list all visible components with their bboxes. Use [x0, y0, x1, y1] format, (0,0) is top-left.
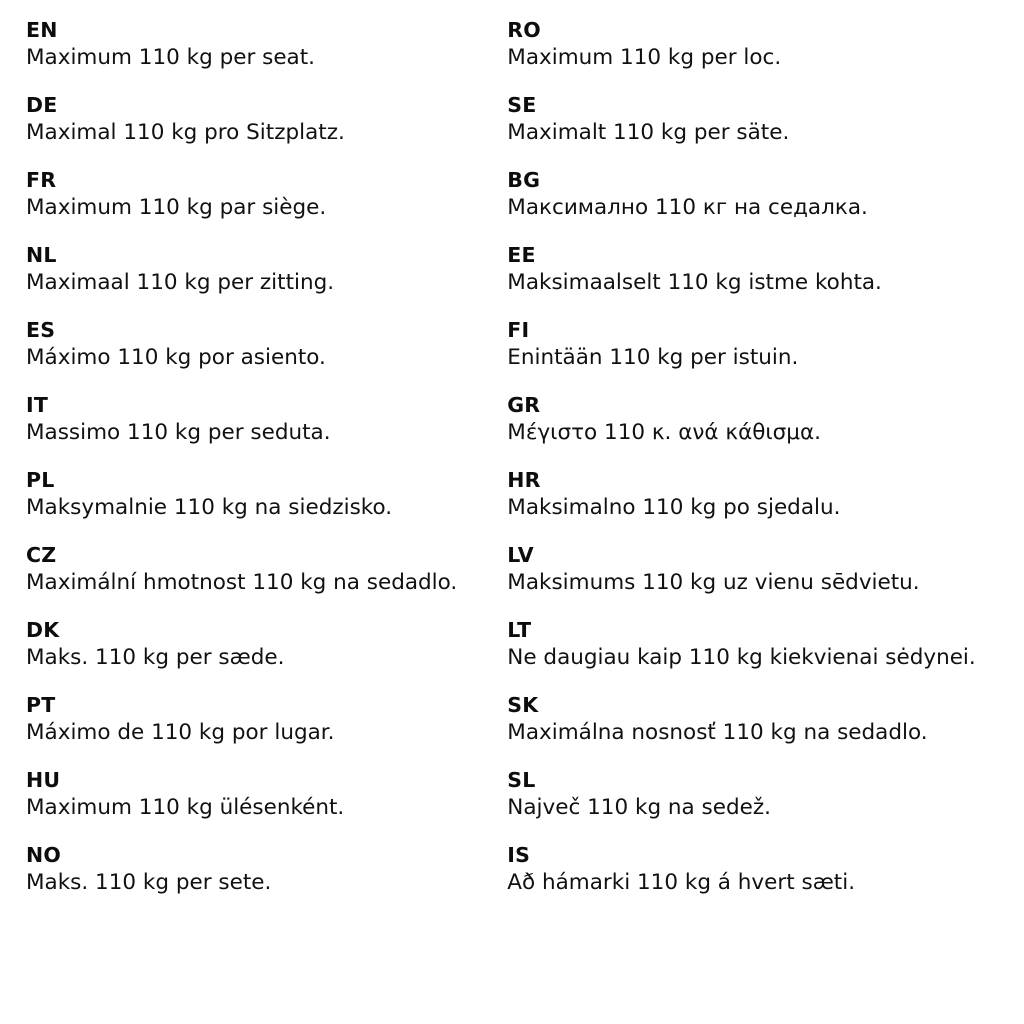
language-code: SL	[507, 768, 536, 793]
language-code: IT	[26, 393, 49, 418]
language-text: Ne daugiau kaip 110 kg kiekvienai sėdynei.	[507, 645, 976, 671]
language-entry	[507, 843, 1002, 897]
language-entry	[507, 468, 1002, 522]
language-entry	[507, 768, 1002, 822]
language-code: LV	[507, 543, 534, 568]
language-text: Máximo de 110 kg por lugar.	[26, 720, 335, 746]
language-code: NO	[26, 843, 61, 868]
language-entry	[507, 393, 1002, 447]
language-code: ES	[26, 318, 56, 343]
language-entry	[507, 543, 1002, 597]
language-text: Massimo 110 kg per seduta.	[26, 420, 331, 446]
language-entry	[26, 168, 499, 222]
language-code: HU	[26, 768, 61, 793]
language-text: Maksimalno 110 kg po sjedalu.	[507, 495, 841, 521]
language-entry	[507, 243, 1002, 297]
language-entry	[507, 18, 1002, 72]
language-entry	[26, 318, 499, 372]
language-text: Μέγιστο 110 κ. ανά κάθισμα.	[507, 420, 821, 446]
language-code: SE	[507, 93, 537, 118]
right-column	[505, 18, 1002, 897]
language-code: EN	[26, 18, 58, 42]
language-code: HR	[507, 468, 541, 493]
language-text: Maximalt 110 kg per säte.	[507, 120, 790, 146]
language-text: Maksymalnie 110 kg na siedzisko.	[26, 495, 393, 521]
language-code: RO	[507, 18, 541, 42]
language-code: PL	[26, 468, 55, 493]
language-code: DE	[26, 93, 58, 118]
language-text: Maximum 110 kg per loc.	[507, 45, 782, 70]
language-entry	[26, 543, 499, 597]
language-entry	[26, 93, 499, 147]
language-text: Največ 110 kg na sedež.	[507, 795, 771, 821]
language-text: Maks. 110 kg per sæde.	[26, 645, 285, 671]
language-entry	[26, 393, 499, 447]
language-text: Maksimums 110 kg uz vienu sēdvietu.	[507, 570, 920, 596]
language-entry	[26, 618, 499, 672]
language-text: Maximaal 110 kg per zitting.	[26, 270, 335, 296]
language-code: LT	[507, 618, 532, 643]
language-code: SK	[507, 693, 539, 718]
language-text: Maximální hmotnost 110 kg na sedadlo.	[26, 570, 458, 596]
language-entry	[507, 618, 1002, 672]
language-entry	[507, 168, 1002, 222]
language-code: CZ	[26, 543, 57, 568]
language-text: Maximum 110 kg ülésenként.	[26, 795, 345, 821]
language-code: IS	[507, 843, 531, 868]
language-entry	[507, 93, 1002, 147]
language-entry	[507, 318, 1002, 372]
language-text: Maks. 110 kg per sete.	[26, 870, 272, 896]
language-entry	[26, 18, 499, 72]
language-text: Maksimaalselt 110 kg istme kohta.	[507, 270, 882, 296]
language-text: Максимално 110 кг на седалка.	[507, 195, 868, 221]
language-code: DK	[26, 618, 60, 643]
language-code: FI	[507, 318, 530, 343]
language-code: NL	[26, 243, 57, 268]
language-text: Máximo 110 kg por asiento.	[26, 345, 326, 371]
language-code: GR	[507, 393, 541, 418]
left-column	[26, 18, 505, 897]
language-code: EE	[507, 243, 536, 268]
language-text: Maximum 110 kg per seat.	[26, 45, 315, 70]
language-text: Maximum 110 kg par siège.	[26, 195, 327, 221]
language-text: Að hámarki 110 kg á hvert sæti.	[507, 870, 856, 896]
language-code: PT	[26, 693, 56, 718]
language-entry	[26, 843, 499, 897]
language-entry	[26, 693, 499, 747]
language-entry	[26, 243, 499, 297]
language-text: Maximal 110 kg pro Sitzplatz.	[26, 120, 345, 146]
language-code: FR	[26, 168, 57, 193]
language-text: Maximálna nosnosť 110 kg na sedadlo.	[507, 720, 928, 746]
language-entry	[507, 693, 1002, 747]
language-entry	[26, 468, 499, 522]
language-code: BG	[507, 168, 541, 193]
language-entry	[26, 768, 499, 822]
language-text: Enintään 110 kg per istuin.	[507, 345, 799, 371]
